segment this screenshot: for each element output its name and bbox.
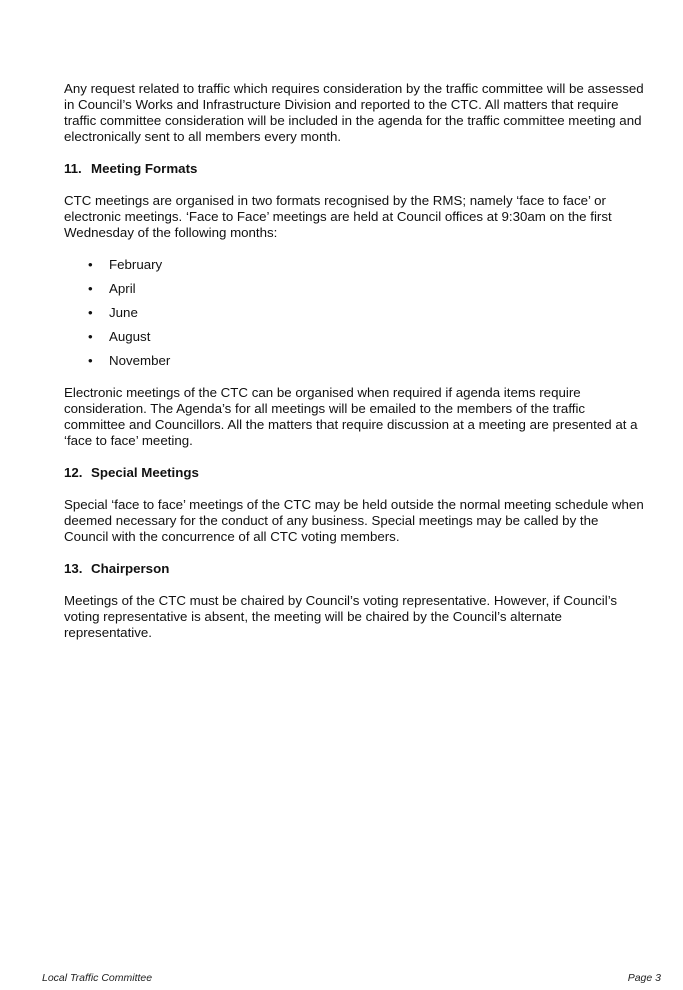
meeting-months-list bbox=[64, 257, 644, 369]
section-12-title: Special Meetings bbox=[91, 465, 199, 480]
section-11-paragraph-2: Electronic meetings of the CTC can be organised when required if agenda items require consideration. The Agenda’s for all meetings will be emailed to the members of the traffic committee and Councillors. All the matters that require discussion at a meeting are presented at a ‘face to face’ meeting. bbox=[64, 385, 638, 448]
bullet-icon: • bbox=[88, 329, 93, 344]
section-12-paragraph: Special ‘face to face’ meetings of the CTC may be held outside the normal meeting schedule when deemed necessary for the conduct of any business. Special meetings may be called by the Council with the concurrence of all CTC voting members. bbox=[64, 497, 644, 544]
bullet-icon: • bbox=[88, 305, 93, 320]
section-13-number: 13. bbox=[64, 561, 83, 576]
section-12-heading bbox=[64, 465, 644, 481]
section-11-heading bbox=[64, 161, 644, 177]
intro-paragraph: Any request related to traffic which requires consideration by the traffic committee will be assessed in Council’s Works and Infrastructure Division and reported to the CTC. All matters that require traffic committee consideration will be included in the agenda for the traffic committee meeting and electronically sent to all members every month. bbox=[64, 81, 644, 144]
bullet-icon: • bbox=[88, 353, 93, 368]
section-13-title: Chairperson bbox=[91, 561, 170, 576]
list-item: • April bbox=[88, 281, 136, 296]
section-12-number: 12. bbox=[64, 465, 83, 480]
footer-document-title: Local Traffic Committee bbox=[42, 972, 153, 984]
bullet-icon: • bbox=[88, 257, 93, 272]
document-body bbox=[64, 81, 644, 657]
footer-page-number: Page 3 bbox=[627, 972, 661, 984]
section-11-title: Meeting Formats bbox=[91, 161, 198, 176]
section-11-paragraph-1: CTC meetings are organised in two formats recognised by the RMS; namely ‘face to face’ or electronic meetings. ‘Face to Face’ meetings are held at Council offices at 9:30am on the first Wednesday of the following months: bbox=[64, 193, 612, 240]
list-item: • August bbox=[88, 329, 151, 344]
section-13-paragraph: Meetings of the CTC must be chaired by Council’s voting representative. However, if Council’s voting representative is absent, the meeting will be chaired by the Council’s alternate representative. bbox=[64, 593, 618, 640]
list-item: • November bbox=[88, 353, 171, 368]
list-item: • June bbox=[88, 305, 138, 320]
section-13-heading bbox=[64, 561, 644, 577]
section-11-number: 11. bbox=[64, 161, 82, 176]
list-item: • February bbox=[88, 257, 163, 272]
bullet-icon: • bbox=[88, 281, 93, 296]
